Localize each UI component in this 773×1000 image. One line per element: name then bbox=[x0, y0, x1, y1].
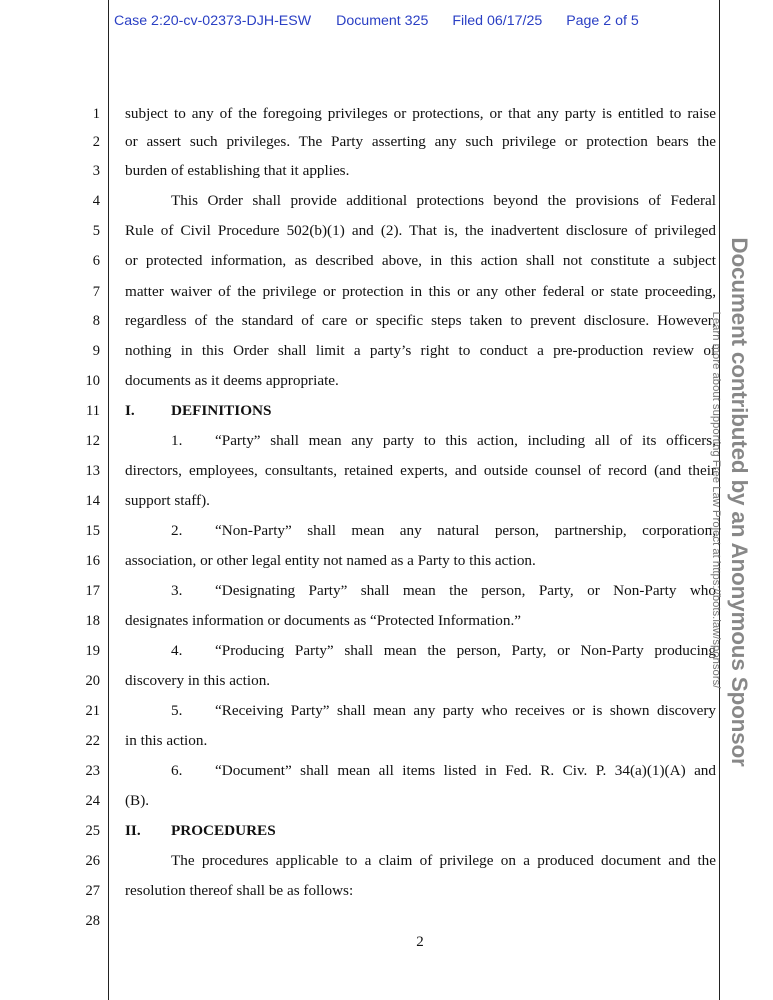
body-line: regardless of the standard of care or specific steps taken to prevent disclosure. However, bbox=[125, 312, 716, 329]
body-line: documents as it deems appropriate. bbox=[125, 372, 339, 389]
body-line: matter waiver of the privilege or protection in this or any other federal or state proceeding, bbox=[125, 283, 716, 300]
body-line: Rule of Civil Procedure 502(b)(1) and (2). That is, the inadvertent disclosure of privileged bbox=[125, 222, 716, 239]
line-number: 11 bbox=[86, 403, 100, 419]
item-number: 6. bbox=[171, 762, 183, 779]
body-line: directors, employees, consultants, retained experts, and outside counsel of record (and their bbox=[125, 462, 716, 479]
body-line: “Designating Party” shall mean the person, Party, or Non-Party who bbox=[215, 582, 716, 599]
line-number: 1 bbox=[92, 106, 100, 122]
sponsor-link-watermark bbox=[708, 305, 724, 695]
definition-item-6 bbox=[125, 762, 716, 780]
line-number: 27 bbox=[85, 883, 100, 899]
body-line: nothing in this Order shall limit a party’s right to conduct a pre-production review of bbox=[125, 342, 716, 359]
definition-item-3 bbox=[125, 582, 716, 600]
body-line: or protected information, as described above, in this action shall not constitute a subject bbox=[125, 252, 716, 269]
document-number: Document 325 bbox=[336, 13, 429, 29]
body-line: “Document” shall mean all items listed in Fed. R. Civ. P. 34(a)(1)(A) and bbox=[215, 762, 716, 779]
ecf-header bbox=[114, 13, 639, 29]
line-number: 5 bbox=[92, 223, 100, 239]
line-number: 12 bbox=[85, 433, 100, 449]
line-number: 22 bbox=[85, 733, 100, 749]
item-number: 1. bbox=[171, 432, 183, 449]
line-number: 7 bbox=[92, 284, 100, 300]
body-line: The procedures applicable to a claim of privilege on a produced document and the bbox=[171, 852, 716, 869]
body-line: “Receiving Party” shall mean any party who receives or is shown discovery bbox=[215, 702, 716, 719]
line-number: 19 bbox=[85, 643, 100, 659]
body-line: burden of establishing that it applies. bbox=[125, 162, 350, 179]
line-number: 8 bbox=[92, 313, 100, 329]
line-number: 20 bbox=[85, 673, 100, 689]
line-number: 15 bbox=[85, 523, 100, 539]
case-number: Case 2:20-cv-02373-DJH-ESW bbox=[114, 13, 312, 29]
definition-item-1 bbox=[125, 432, 716, 450]
line-number: 10 bbox=[85, 373, 100, 389]
section-heading-procedures bbox=[125, 822, 716, 840]
section-title: DEFINITIONS bbox=[171, 402, 272, 419]
section-heading-definitions bbox=[125, 402, 716, 420]
section-title: PROCEDURES bbox=[171, 822, 276, 839]
item-number: 3. bbox=[171, 582, 183, 599]
sponsor-link-text: Learn more about supporting Free Law Project at https://bots.law/sponsors/ bbox=[710, 311, 722, 689]
line-number: 21 bbox=[85, 703, 100, 719]
line-number: 17 bbox=[85, 583, 100, 599]
item-number: 4. bbox=[171, 642, 183, 659]
definition-item-4 bbox=[125, 642, 716, 660]
body-line: association, or other legal entity not named as a Party to this action. bbox=[125, 552, 536, 569]
body-line: in this action. bbox=[125, 732, 208, 749]
line-number: 13 bbox=[85, 463, 100, 479]
line-number: 3 bbox=[92, 163, 100, 179]
body-line: resolution thereof shall be as follows: bbox=[125, 882, 354, 899]
page-count: Page 2 of 5 bbox=[566, 13, 639, 29]
filed-date: Filed 06/17/25 bbox=[452, 13, 543, 29]
body-line: support staff). bbox=[125, 492, 210, 509]
line-number: 26 bbox=[85, 853, 100, 869]
section-number: II. bbox=[125, 822, 141, 839]
line-number: 28 bbox=[85, 913, 100, 929]
definition-item-2 bbox=[125, 522, 716, 540]
item-number: 2. bbox=[171, 522, 183, 539]
line-number: 16 bbox=[85, 553, 100, 569]
body-line: “Producing Party” shall mean the person, Party, or Non-Party producing bbox=[215, 642, 716, 659]
body-line: discovery in this action. bbox=[125, 672, 271, 689]
left-margin-rule bbox=[108, 0, 109, 1000]
definition-item-5 bbox=[125, 702, 716, 720]
line-number: 18 bbox=[85, 613, 100, 629]
item-number: 5. bbox=[171, 702, 183, 719]
line-number: 25 bbox=[85, 823, 100, 839]
line-number: 2 bbox=[92, 134, 100, 150]
body-line: “Non-Party” shall mean any natural person, partnership, corporation, bbox=[215, 522, 716, 539]
line-number: 4 bbox=[92, 193, 100, 209]
line-number: 9 bbox=[92, 343, 100, 359]
body-line: “Party” shall mean any party to this action, including all of its officers, bbox=[215, 432, 716, 449]
body-line: designates information or documents as “Protected Information.” bbox=[125, 612, 522, 629]
line-number: 24 bbox=[85, 793, 100, 809]
body-line: (B). bbox=[125, 792, 150, 809]
sponsor-watermark bbox=[723, 232, 755, 772]
section-number: I. bbox=[125, 402, 135, 419]
body-line: subject to any of the foregoing privileges or protections, or that any party is entitled to raise bbox=[125, 105, 716, 122]
body-line: or assert such privileges. The Party asserting any such privilege or protection bears the bbox=[125, 133, 716, 150]
line-number: 6 bbox=[92, 253, 100, 269]
sponsor-watermark-text: Document contributed by an Anonymous Sponsor bbox=[727, 237, 752, 767]
line-number: 23 bbox=[85, 763, 100, 779]
page-number: 2 bbox=[416, 934, 424, 950]
body-line: This Order shall provide additional protections beyond the provisions of Federal bbox=[171, 192, 716, 209]
line-number: 14 bbox=[85, 493, 100, 509]
